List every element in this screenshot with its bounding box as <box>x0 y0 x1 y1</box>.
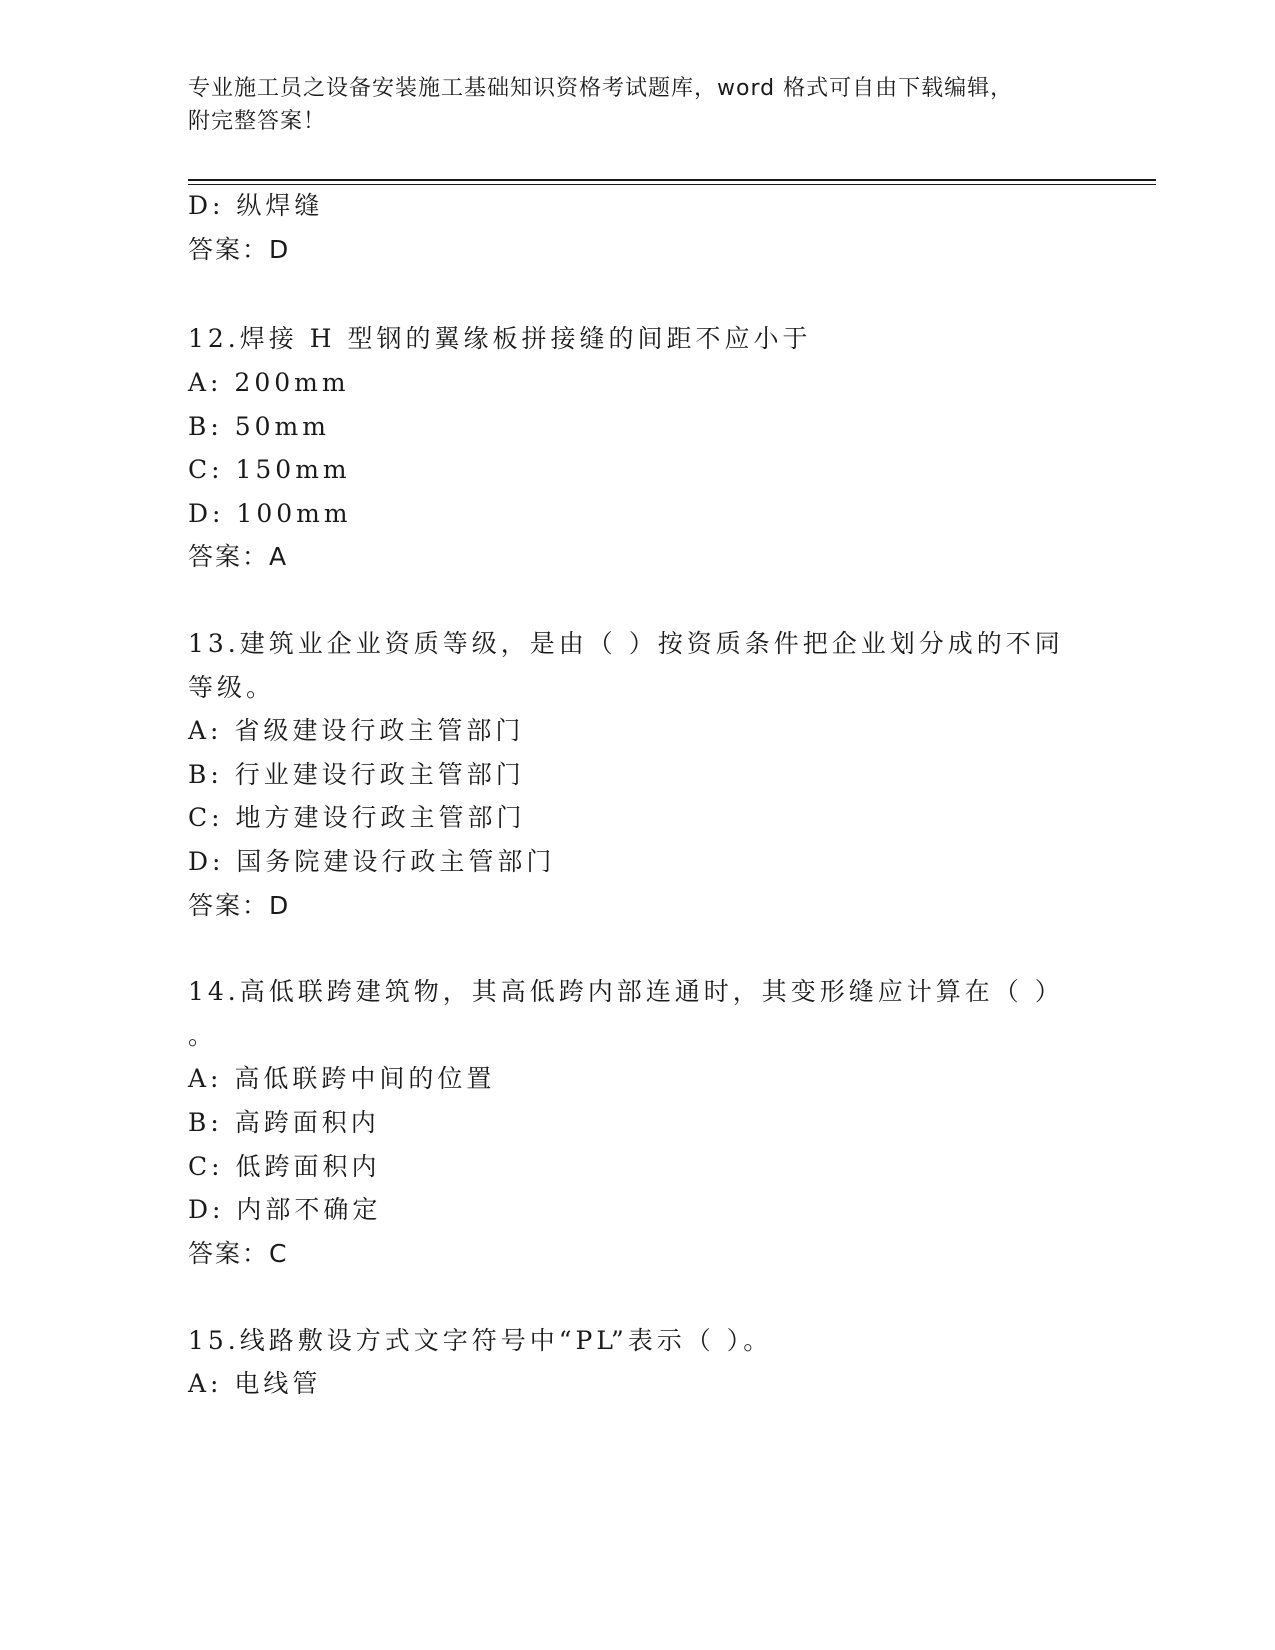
q14-stem-line-2: 。 <box>188 1021 218 1050</box>
q14-option-d: D: 内部不确定 <box>188 1195 382 1224</box>
q14-answer: 答案：C <box>188 1239 289 1268</box>
q13-option-a: A: 省级建设行政主管部门 <box>188 716 525 745</box>
q13-answer: 答案：D <box>188 891 291 920</box>
q15-option-a: A: 电线管 <box>188 1369 322 1398</box>
header-line-2: 附完整答案！ <box>188 109 327 134</box>
q14-option-a: A: 高低联跨中间的位置 <box>188 1064 496 1093</box>
page-header <box>188 72 1108 138</box>
q12-answer: 答案：A <box>188 542 289 571</box>
q12-option-b: B: 50mm <box>188 412 330 441</box>
q13-option-b: B: 行业建设行政主管部门 <box>188 760 525 789</box>
q11-option-d: D: 纵焊缝 <box>188 191 324 220</box>
q12-option-d: D: 100mm <box>188 499 352 528</box>
q15-stem: 15.线路敷设方式文字符号中“PL”表示（ ）。 <box>188 1326 773 1355</box>
q14-stem-line-1: 14.高低联跨建筑物，其高低跨内部连通时，其变形缝应计算在（ ） <box>188 977 1064 1006</box>
q13-option-d: D: 国务院建设行政主管部门 <box>188 847 556 876</box>
header-line-1: 专业施工员之设备安装施工基础知识资格考试题库，word 格式可自由下载编辑， <box>188 76 1014 101</box>
q12-option-a: A: 200mm <box>188 368 350 397</box>
q14-option-b: B: 高跨面积内 <box>188 1108 380 1137</box>
q13-stem-line-1: 13.建筑业企业资质等级，是由（ ）按资质条件把企业划分成的不同 <box>188 629 1064 658</box>
q13-option-c: C: 地方建设行政主管部门 <box>188 803 526 832</box>
q13-stem-line-2: 等级。 <box>188 673 276 702</box>
q14-option-c: C: 低跨面积内 <box>188 1152 381 1181</box>
q12-option-c: C: 150mm <box>188 455 351 484</box>
q11-answer: 答案：D <box>188 235 291 264</box>
header-divider <box>188 179 1156 185</box>
q12-stem: 12.焊接 H 型钢的翼缘板拼接缝的间距不应小于 <box>188 324 812 353</box>
